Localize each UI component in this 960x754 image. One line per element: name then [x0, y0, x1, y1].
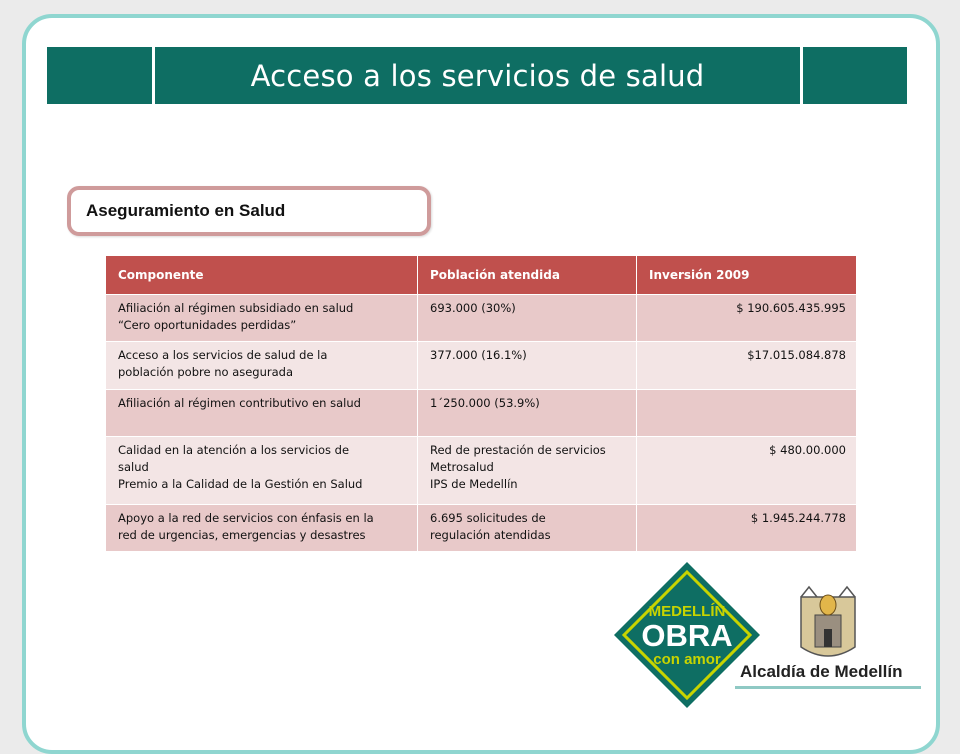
cell-componente — [106, 295, 418, 342]
header-componente: Componente — [106, 256, 418, 295]
cell-text: Afiliación al régimen contributivo en salud — [118, 396, 361, 410]
cell-text: Metrosalud — [430, 460, 494, 474]
cell-text: salud — [118, 460, 149, 474]
tower-door-icon — [824, 629, 832, 647]
cell-text: Red de prestación de servicios — [430, 443, 606, 457]
cell-text: Afiliación al régimen subsidiado en salud — [118, 301, 354, 315]
cell-poblacion — [418, 437, 637, 505]
obra-line1: MEDELLÍN — [648, 603, 726, 620]
cell-inversion — [637, 390, 857, 437]
cell-inversion: $ 190.605.435.995 — [637, 295, 857, 342]
cell-inversion: $17.015.084.878 — [637, 342, 857, 390]
obra-line3: con amor — [653, 651, 721, 668]
cell-poblacion — [418, 295, 637, 342]
table-header-row — [106, 256, 857, 295]
header-inversion: Inversión 2009 — [637, 256, 857, 295]
table-row — [106, 505, 857, 552]
cell-text: 693.000 (30%) — [430, 301, 516, 315]
cell-poblacion — [418, 390, 637, 437]
title-bar — [47, 47, 907, 104]
section-label: Aseguramiento en Salud — [86, 201, 286, 220]
cell-componente — [106, 505, 418, 552]
alcaldia-label: Alcaldía de Medellín — [740, 662, 903, 681]
cell-poblacion — [418, 342, 637, 390]
cell-poblacion — [418, 505, 637, 552]
cell-text: IPS de Medellín — [430, 477, 518, 491]
table-row — [106, 295, 857, 342]
page-title: Acceso a los servicios de salud — [250, 58, 705, 93]
cell-text: población pobre no asegurada — [118, 365, 294, 379]
table-row — [106, 342, 857, 390]
cell-text: 6.695 solicitudes de — [430, 511, 546, 525]
obra-line2: OBRA — [641, 618, 733, 653]
title-bar-right-block — [800, 47, 907, 104]
cell-text: Calidad en la atención a los servicios de — [118, 443, 350, 457]
section-label-box — [67, 186, 431, 236]
insurance-table — [105, 255, 857, 552]
cell-inversion: $ 480.00.000 — [637, 437, 857, 505]
cell-text: regulación atendidas — [430, 528, 551, 542]
cell-componente — [106, 390, 418, 437]
cell-text: 1´250.000 (53.9%) — [430, 396, 540, 410]
alcaldia-underline — [735, 686, 921, 689]
virgin-figure-icon — [820, 595, 836, 615]
cell-componente — [106, 342, 418, 390]
cell-text: “Cero oportunidades perdidas” — [118, 318, 297, 332]
cell-inversion: $ 1.945.244.778 — [637, 505, 857, 552]
cell-text: Acceso a los servicios de salud de la — [118, 348, 328, 362]
cell-componente — [106, 437, 418, 505]
cell-text: Apoyo a la red de servicios con énfasis en la — [118, 511, 374, 525]
header-poblacion: Población atendida — [418, 256, 637, 295]
cell-text: 377.000 (16.1%) — [430, 348, 527, 362]
cell-text: red de urgencias, emergencias y desastres — [118, 528, 366, 542]
table-row — [106, 437, 857, 505]
table-row — [106, 390, 857, 437]
title-bar-left-block — [47, 47, 155, 104]
cell-text: Premio a la Calidad de la Gestión en Salud — [118, 477, 363, 491]
